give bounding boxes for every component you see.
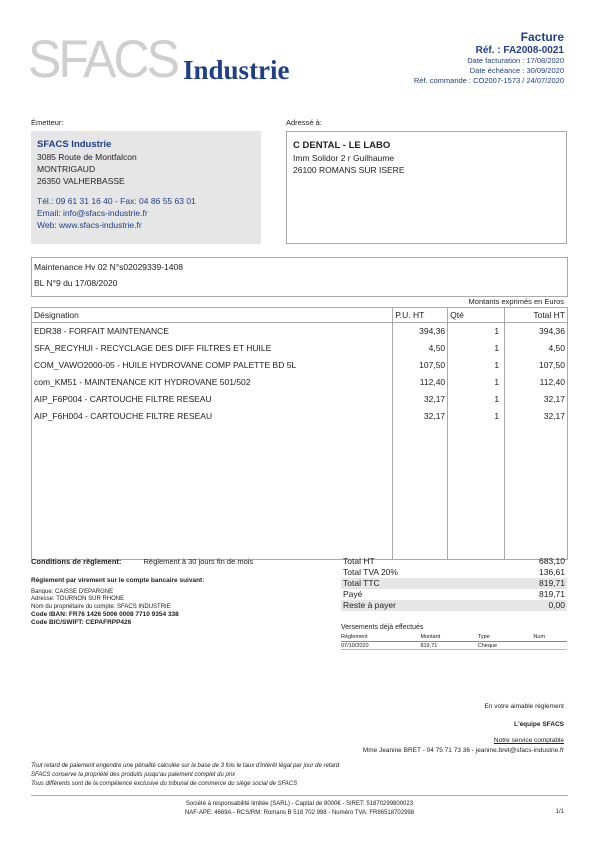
- vers-cell: 819,71: [420, 642, 477, 650]
- cell-pu: 394,36: [393, 323, 448, 340]
- invoice-title: Facture: [520, 30, 564, 44]
- cell-designation: AIP_F6H004 - CARTOUCHE FILTRE RESEAU: [32, 408, 393, 425]
- bank-address: Adresse: TOURNON SUR RHONE: [31, 596, 125, 602]
- total-label: Total TTC: [343, 578, 380, 588]
- cell-designation: EDR38 - FORFAIT MAINTENANCE: [32, 323, 393, 340]
- cell-qte: 1: [448, 408, 505, 425]
- versements: [341, 624, 567, 650]
- emetteur-email: Email: info@sfacs-industrie.fr: [37, 208, 148, 218]
- total-label: Total TVA 20%: [343, 567, 398, 577]
- cell-qte: 1: [448, 357, 505, 374]
- signature: [363, 702, 564, 756]
- legal-line2: SFACS conserve la propriété des produits jusqu'au paiement complet du prix: [31, 772, 236, 778]
- bank-iban: Code IBAN: FR76 1426 5006 0008 7710 9354 338: [31, 611, 179, 618]
- cell-designation: SFA_RECYHUI - RECYCLAGE DES DIFF FILTRES ET HUILE: [32, 340, 393, 357]
- conditions: [31, 557, 253, 566]
- conditions-label: Conditions de règlement:: [31, 557, 122, 566]
- cell-total: 107,50: [505, 357, 568, 374]
- col-pu: P.U. HT: [393, 308, 448, 323]
- emetteur-tel: Tél.: 09 61 31 16 40 - Fax: 04 86 55 63 01: [37, 196, 196, 206]
- table-filler-row: [32, 425, 568, 560]
- legal-notice: [31, 762, 339, 789]
- col-designation: Désignation: [32, 308, 393, 323]
- items-table: [31, 307, 568, 560]
- table-header-row: [32, 308, 568, 323]
- destinataire-box: [286, 131, 567, 244]
- emetteur-label: Émetteur:: [31, 118, 64, 127]
- bank-title: Règlement par virement sur le compte bancaire suivant:: [31, 577, 205, 584]
- total-label: Payé: [343, 589, 363, 599]
- emetteur-addr1: 3085 Route de Montfalcon: [37, 152, 137, 162]
- cell-pu: 32,17: [393, 408, 448, 425]
- emetteur-addr2: MONTRIGAUD: [37, 164, 96, 174]
- cell-total: 32,17: [505, 408, 568, 425]
- currency-note: Montants exprimés en Euros: [468, 297, 564, 306]
- destinataire-label: Adressé à:: [286, 118, 322, 127]
- destinataire-addr1: Imm Solidor 2 r Guilhaume: [293, 153, 395, 163]
- vers-cell: 07/10/2020: [341, 642, 420, 650]
- vers-col: Règlement: [341, 634, 420, 642]
- total-row: [341, 556, 567, 567]
- conditions-value: Règlement à 30 jours fin de mois: [143, 557, 254, 566]
- emetteur-web: Web: www.sfacs-industrie.fr: [37, 220, 142, 230]
- total-row: [341, 589, 567, 600]
- legal-line1: Tout retard de paiement engendre une pénalité calculée sur la base de 3 fois le taux d'intérêt légal par jour de retard: [31, 763, 340, 769]
- versements-table: [341, 634, 567, 650]
- invoice-header: [414, 30, 564, 86]
- col-qte: Qté: [448, 308, 505, 323]
- emetteur-box: [31, 131, 261, 244]
- cell-qte: 1: [448, 323, 505, 340]
- ref-commande: Réf. commande : CO2007-1573 / 24/07/2020: [413, 76, 564, 85]
- vers-col: Montant: [420, 634, 477, 642]
- footer-line1: Société à responsabilité limitée (SARL) - Capital de 8000€ - SIRET: 51870299800023: [185, 801, 414, 807]
- total-row: [341, 567, 567, 578]
- bank-bic: Code BIC/SWIFT: CEPAFRPP426: [31, 618, 132, 626]
- legal-line3: Tous différents sont de la compétence exclusive du tribunal de commerce du siège social de SFACS: [31, 781, 298, 787]
- sig-line3: Notre service comptable: [493, 737, 564, 744]
- reference-box: [31, 257, 568, 297]
- table-row: [341, 642, 567, 650]
- cell-total: 32,17: [505, 391, 568, 408]
- date-facturation: Date facturation : 17/08/2020: [467, 56, 564, 65]
- total-value: 0,00: [548, 600, 565, 610]
- table-row: [32, 374, 568, 391]
- vers-cell: Chèque: [478, 642, 534, 650]
- table-row: [32, 323, 568, 340]
- emetteur-name: SFACS Industrie: [37, 139, 112, 150]
- cell-designation: com_KM51 - MAINTENANCE KIT HYDROVANE 501/502: [32, 374, 393, 391]
- cell-pu: 107,50: [393, 357, 448, 374]
- total-row: [341, 578, 567, 589]
- total-value: 819,71: [539, 589, 565, 599]
- cell-qte: 1: [448, 391, 505, 408]
- cell-designation: AIP_F6P004 - CARTOUCHE FILTRE RESEAU: [32, 391, 393, 408]
- cell-pu: 32,17: [393, 391, 448, 408]
- totals: [341, 556, 567, 611]
- total-value: 683,10: [539, 556, 565, 566]
- total-row: [341, 600, 567, 611]
- reference-line1: Maintenance Hv 02 N°s02029339-1408: [34, 262, 183, 272]
- total-value: 136,61: [539, 567, 565, 577]
- cell-qte: 1: [448, 340, 505, 357]
- destinataire-name: C DENTAL - LE LABO: [293, 140, 391, 151]
- sig-line1: En votre aimable règlement: [484, 703, 564, 710]
- table-row: [32, 357, 568, 374]
- footer: [31, 795, 568, 818]
- emetteur-addr3: 26350 VALHERBASSE: [37, 176, 125, 186]
- cell-pu: 112,40: [393, 374, 448, 391]
- invoice-ref: Réf. : FA2008-0021: [475, 45, 564, 56]
- vers-col: Num: [533, 634, 567, 642]
- total-value: 819,71: [539, 578, 565, 588]
- sig-line2: L'équipe SFACS: [514, 721, 564, 728]
- table-row: [32, 340, 568, 357]
- sig-line4: Mme Jeanine BRET - 04 75 71 73 36 - jeanine.bret@sfacs-industrie.fr: [362, 747, 564, 754]
- date-echeance: Date échéance : 30/09/2020: [469, 66, 564, 75]
- cell-total: 4,50: [505, 340, 568, 357]
- bank-owner: Nom du propriétaire du compte: SFACS INDUSTRIE: [31, 603, 171, 610]
- reference-line2: BL N°9 du 17/08/2020: [34, 278, 118, 288]
- cell-qte: 1: [448, 374, 505, 391]
- bank-details: [31, 577, 204, 626]
- footer-line2: NAF-APE: 4669A - RCS/RM: Romans B 518 702 998 - Numéro TVA: FR86518702998: [184, 810, 415, 816]
- company-logo: [28, 30, 318, 90]
- logo-sub: Industrie: [183, 55, 290, 85]
- table-row: [32, 391, 568, 408]
- col-total: Total HT: [505, 308, 568, 323]
- bank-name: Banque: CAISSE D'EPARGNE: [31, 588, 114, 595]
- destinataire-addr2: 26100 ROMANS SUR ISERE: [293, 165, 405, 175]
- table-row: [32, 408, 568, 425]
- cell-total: 394,36: [505, 323, 568, 340]
- cell-pu: 4,50: [393, 340, 448, 357]
- vers-cell: [533, 642, 567, 650]
- vers-col: Type: [478, 634, 534, 642]
- total-label: Reste à payer: [343, 600, 396, 610]
- cell-total: 112,40: [505, 374, 568, 391]
- page-number: 1/1: [555, 809, 564, 815]
- cell-designation: COM_VAWO2000-05 - HUILE HYDROVANE COMP PALETTE BD 5L: [32, 357, 393, 374]
- logo-main: SFACS: [28, 29, 177, 89]
- total-label: Total HT: [343, 556, 375, 566]
- versements-title: Versements déjà effectués: [341, 624, 424, 631]
